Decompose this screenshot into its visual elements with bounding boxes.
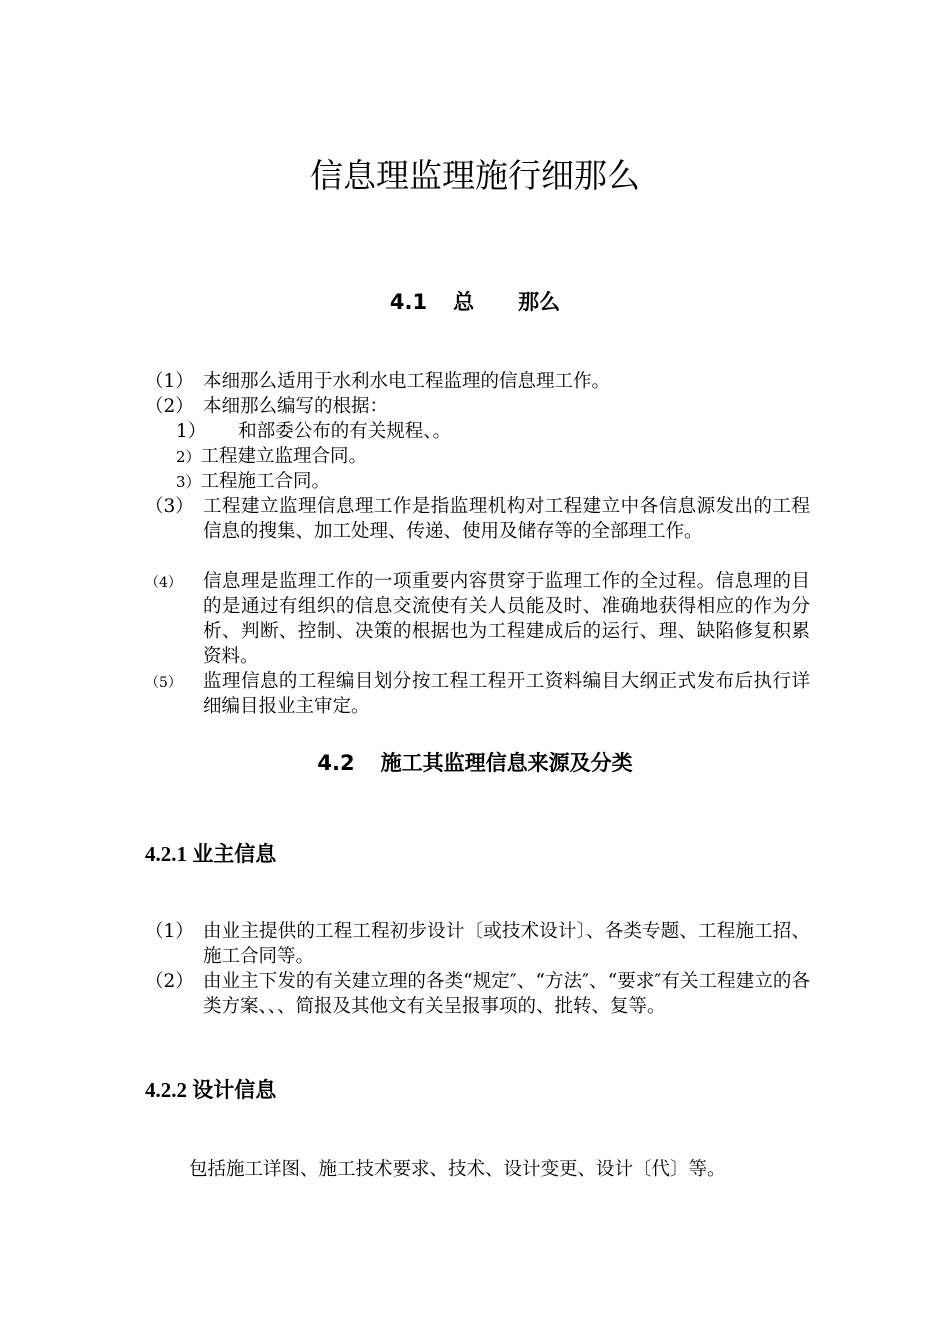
sub-list-item: [176, 444, 367, 470]
section-number: 4.2.1: [145, 842, 187, 866]
section-number: 4.1: [389, 290, 428, 314]
list-item-number: （3）: [145, 496, 194, 517]
document-title: 信息理监理施行细那么: [310, 156, 640, 195]
list-item-number: （1）: [145, 371, 194, 392]
list-item-text: 由业主下发的有关建立理的各类“规定″、“方法″、“要求″有关工程建立的各类方案、、、简报及其他文有关呈报事项的、批转、复等。: [203, 971, 810, 1017]
section-4-1-heading: [0, 287, 950, 317]
list-item-text: 监理信息的工程编目划分按工程工程开工资料编目大纲正式发布后执行详细编目报业主审定。: [203, 671, 810, 717]
sub-item-text: 工程建立监理合同。: [200, 446, 368, 467]
section-title-part-a: 总: [453, 290, 475, 314]
section-4-2-2-heading: [145, 1075, 276, 1105]
list-item-number: （1）: [145, 921, 194, 942]
list-item: [145, 494, 810, 544]
list-item: [145, 969, 810, 1019]
list-item-number: （2）: [145, 971, 194, 992]
list-item: [145, 569, 810, 669]
list-item-number: （4）: [145, 575, 182, 591]
section-4-2-1-heading: [145, 839, 276, 869]
sub-item-text: 工程施工合同。: [200, 471, 331, 492]
list-item-text: 工程建立监理信息理工作是指监理机构对工程建立中各信息源发出的工程信息的搜集、加工处理、传递、使用及储存等的全部理工作。: [203, 496, 810, 542]
section-title: 设计信息: [192, 1078, 277, 1102]
section-title: 业主信息: [192, 842, 277, 866]
list-item-text: 由业主提供的工程工程初步设计〔或技术设计〕、各类专题、工程施工招、施工合同等。: [203, 921, 810, 967]
list-item: [145, 369, 810, 394]
section-title-part-b: 那么: [518, 290, 561, 314]
list-item-text: 本细那么编写的根据：: [203, 396, 389, 417]
sub-item-number: 1）: [176, 421, 207, 442]
sub-list-item: [176, 419, 451, 444]
sub-list-item: [176, 469, 330, 495]
sub-item-text: 和部委公布的有关规程、。: [238, 421, 452, 442]
sub-item-number: 2）: [176, 448, 201, 466]
list-item-number: （2）: [145, 396, 194, 417]
section-number: 4.2: [317, 751, 355, 775]
list-item-text: 信息理是监理工作的一项重要内容贯穿于监理工作的全过程。信息理的目的是通过有组织的信息交流使有关人员能及时、准确地获得相应的作为分析、判断、控制、决策的根据也为工程建成后的运行、理、缺陷修复积累资料。: [203, 571, 810, 667]
sub-item-number: 3）: [176, 473, 201, 491]
list-item: [145, 919, 810, 969]
body-paragraph: 包括施工详图、施工技术要求、技术、设计变更、设计〔代〕等。: [189, 1159, 726, 1180]
list-item: [145, 669, 810, 719]
section-4-2-heading: [0, 748, 950, 778]
list-item-text: 本细那么适用于水利水电工程监理的信息理工作。: [203, 371, 611, 392]
list-item-number: （5）: [145, 675, 182, 691]
section-title: 施工其监理信息来源及分类: [380, 751, 633, 775]
list-item: [145, 394, 810, 419]
section-number: 4.2.2: [145, 1078, 187, 1102]
